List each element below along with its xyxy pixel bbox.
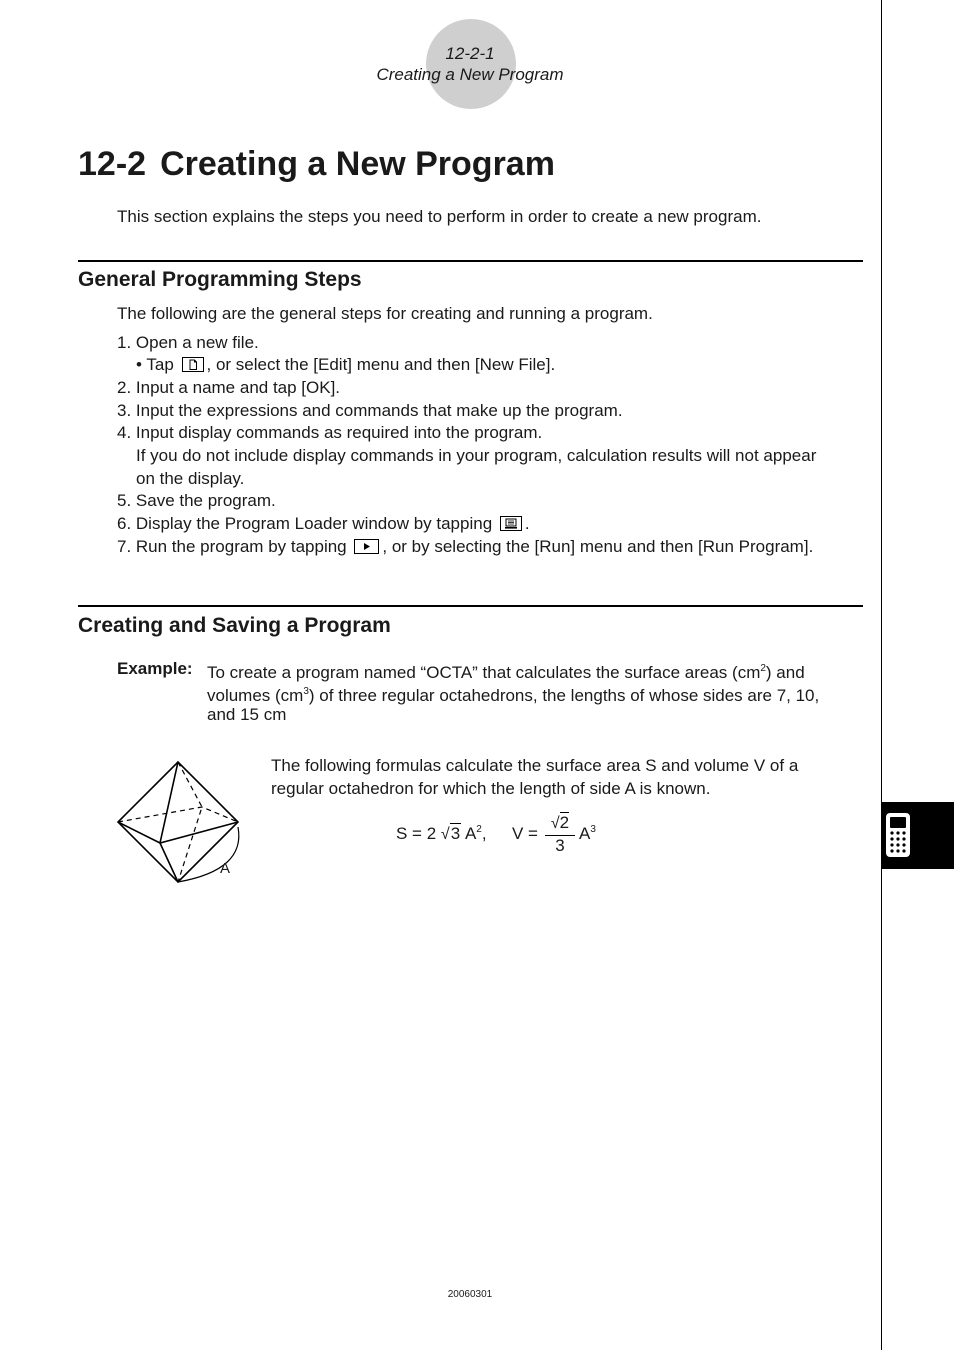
step-1-sub-suffix: , or select the [Edit] menu and then [New File]. xyxy=(206,355,556,374)
formula-v-var: A xyxy=(579,824,591,843)
formulas-text-line-1: The following formulas calculate the surface area S and volume V of a xyxy=(271,756,799,775)
calculator-icon xyxy=(882,802,954,869)
program-loader-icon xyxy=(500,516,522,531)
example-line-2 xyxy=(207,680,819,707)
superscript: 2 xyxy=(760,663,766,674)
new-file-icon xyxy=(182,357,204,372)
step-1-sub xyxy=(136,353,555,376)
formula-s-lhs: S = 2 xyxy=(396,824,437,843)
step-7 xyxy=(117,535,813,558)
page-margin-line xyxy=(881,0,882,1350)
example-label: Example: xyxy=(117,659,193,678)
step-2: 2. Input a name and tap [OK]. xyxy=(117,378,341,397)
octahedron-diagram xyxy=(110,755,250,890)
footer-code: 20060301 xyxy=(447,1289,493,1300)
volume-formula-var xyxy=(579,824,596,844)
example-line-3: and 15 cm xyxy=(207,705,287,724)
step-3: 3. Input the expressions and commands that make up the program. xyxy=(117,401,623,420)
step-7-text: 7. Run the program by tapping xyxy=(117,537,347,556)
running-title: Creating a New Program xyxy=(376,65,564,84)
step-6-text: 6. Display the Program Loader window by tapping xyxy=(117,514,493,533)
surface-area-formula xyxy=(396,824,487,844)
chapter-side-tab xyxy=(882,802,954,869)
fraction-denominator: 3 xyxy=(545,835,575,856)
example-line-2-text: volumes (cm xyxy=(207,686,304,705)
fraction-numerator xyxy=(545,813,575,834)
volume-formula-lhs: V = xyxy=(512,824,538,843)
superscript: 2 xyxy=(476,824,482,835)
formulas-text-line-2: regular octahedron for which the length of side A is known. xyxy=(271,779,711,798)
step-4-note-line-2: on the display. xyxy=(136,469,245,488)
section-rule xyxy=(78,260,863,262)
formula-s-var: A xyxy=(464,824,477,843)
chapter-number: 12-2 xyxy=(78,145,147,183)
section-rule xyxy=(78,605,863,607)
step-1-sub-prefix: • Tap xyxy=(136,355,174,374)
step-6 xyxy=(117,512,530,535)
example-line-1-end: ) and xyxy=(765,663,805,682)
intro-text: This section explains the steps you need to perform in order to create a new program. xyxy=(117,207,762,226)
sqrt-symbol: √ xyxy=(440,826,450,843)
formula-v-num-arg: 2 xyxy=(559,813,570,832)
section-heading-creating-saving: Creating and Saving a Program xyxy=(78,614,391,637)
chapter-title xyxy=(78,143,555,185)
example-line-2-end: ) of three regular octahedrons, the lengths of whose sides are 7, 10, xyxy=(308,686,820,705)
step-1: 1. Open a new file. xyxy=(117,333,259,352)
page-number: 12-2-1 xyxy=(445,44,495,63)
volume-fraction xyxy=(545,813,575,856)
formula-s-root-arg: 3 xyxy=(450,824,461,843)
step-7-suffix: , or by selecting the [Run] menu and then [Run Program]. xyxy=(382,537,814,556)
superscript: 3 xyxy=(303,686,309,697)
step-4-note-line-1: If you do not include display commands in your program, calculation results will not appear xyxy=(136,446,817,465)
side-a-label: A xyxy=(220,860,231,877)
superscript: 3 xyxy=(590,824,596,835)
run-icon xyxy=(354,539,379,554)
chapter-title-text: Creating a New Program xyxy=(160,145,555,183)
step-6-end: . xyxy=(524,514,530,533)
step-5: 5. Save the program. xyxy=(117,491,276,510)
general-steps-lead: The following are the general steps for creating and running a program. xyxy=(117,304,653,323)
section-heading-general-steps: General Programming Steps xyxy=(78,268,362,291)
step-4: 4. Input display commands as required into the program. xyxy=(117,423,543,442)
formula-comma: , xyxy=(481,824,487,843)
example-line-1-text: To create a program named “OCTA” that calculates the surface areas (cm xyxy=(207,663,761,682)
sqrt-symbol: √ xyxy=(550,815,560,832)
